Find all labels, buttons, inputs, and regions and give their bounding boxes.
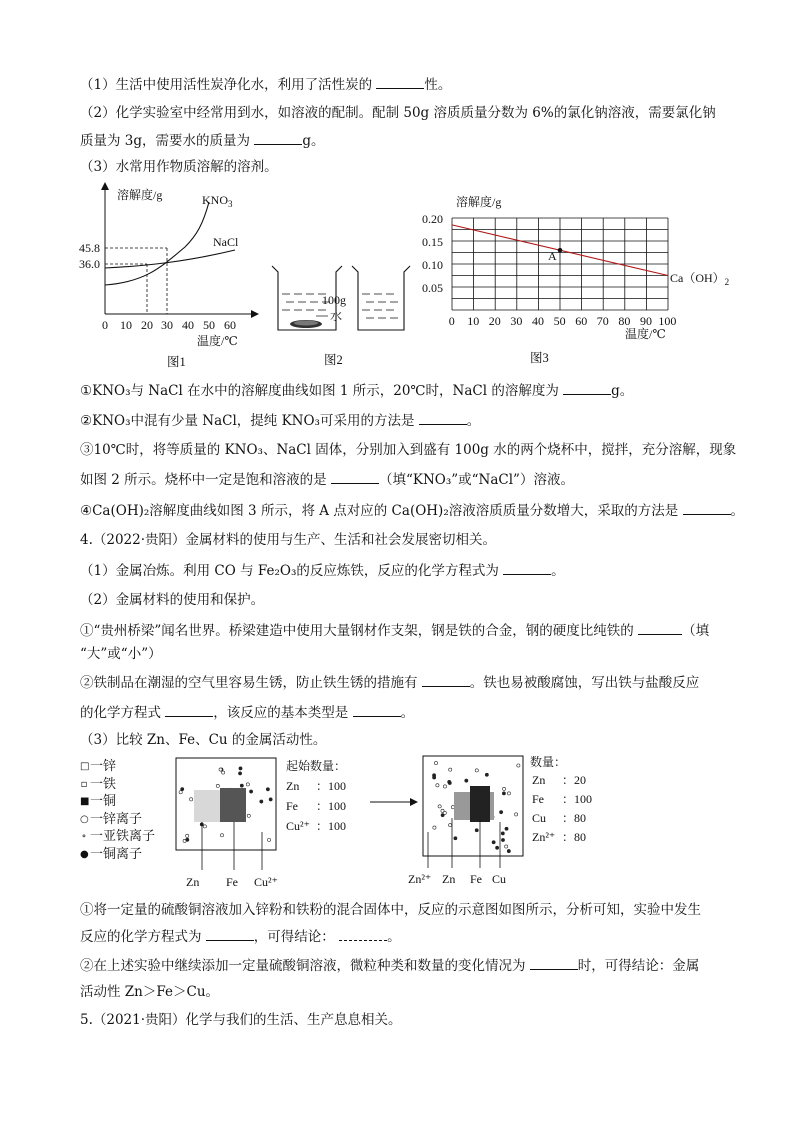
iron-block xyxy=(220,788,246,822)
particle-dot xyxy=(507,792,510,795)
q-solvent xyxy=(80,157,278,177)
particle-dot xyxy=(475,829,478,832)
x-ticks xyxy=(449,314,677,328)
s4-q2-2 xyxy=(80,672,699,693)
s4-q2-1-cont xyxy=(80,644,162,664)
s4-q2 xyxy=(80,590,264,610)
start-zn: Zn xyxy=(286,779,300,793)
particle-dot xyxy=(500,811,503,814)
xtick: 70 xyxy=(596,314,609,328)
end-zn-ion: Zn²⁺ xyxy=(532,830,556,844)
xtick: 50 xyxy=(203,318,215,332)
s4-q1 xyxy=(80,560,565,581)
particle-dot xyxy=(181,788,184,791)
label-fe: Fe xyxy=(226,875,238,889)
q3 xyxy=(80,440,736,460)
particle-dot xyxy=(266,788,269,791)
end-cu: Cu xyxy=(532,811,547,825)
end-cu-val: ：80 xyxy=(562,811,587,825)
ytick: 36.0 xyxy=(79,257,100,271)
xtick: 0 xyxy=(448,314,455,328)
particle-dot xyxy=(501,832,504,835)
particle-dot xyxy=(436,784,439,787)
end-fe: Fe xyxy=(532,792,544,806)
text: （填 xyxy=(682,623,710,639)
answer-blank[interactable] xyxy=(638,620,682,635)
start-cu-val: ：100 xyxy=(316,819,347,833)
nacl-label: NaCl xyxy=(213,235,239,249)
text: （2）金属材料的使用和保护。 xyxy=(80,592,265,608)
particle-dot xyxy=(501,838,504,841)
r3 xyxy=(80,955,699,976)
text: 反应的化学方程式为 xyxy=(80,929,202,945)
answer-blank[interactable] xyxy=(339,926,387,941)
particle-dot xyxy=(269,798,272,801)
text: g。 xyxy=(611,383,634,399)
particle-dot xyxy=(220,834,223,837)
series-label: $Ca(OH)_2$ xyxy=(670,271,730,287)
zinc-block xyxy=(194,790,220,822)
text: 。 xyxy=(466,413,481,429)
r2 xyxy=(80,926,401,947)
answer-blank[interactable] xyxy=(530,955,578,970)
particle-dot xyxy=(246,783,249,786)
copper-block xyxy=(470,786,490,822)
q1 xyxy=(80,380,633,401)
answer-blank[interactable] xyxy=(254,130,302,145)
text: 质量为 3g，需要水的质量为 xyxy=(80,133,251,149)
particle-dot xyxy=(222,771,225,774)
particle-dot xyxy=(454,837,457,840)
particle-dot xyxy=(448,781,451,784)
q4 xyxy=(80,500,744,521)
particle-dot xyxy=(239,767,242,770)
particle-dot xyxy=(179,791,182,794)
particle-dot xyxy=(505,845,508,848)
text: ②在上述实验中继续添加一定量硫酸铜溶液，微粒种类和数量的变化情况为 xyxy=(80,958,526,974)
y-axis-label: 溶解度/g xyxy=(117,188,163,202)
ytick: 45.8 xyxy=(79,241,100,255)
answer-blank[interactable] xyxy=(422,672,470,687)
iron-icon: ▫ xyxy=(80,778,88,790)
xtick: 30 xyxy=(161,318,173,332)
xtick: 40 xyxy=(532,314,544,328)
xtick: 90 xyxy=(640,314,652,328)
particle-dot xyxy=(433,776,436,779)
start-title: 起始数量： xyxy=(286,759,347,773)
particle-dot xyxy=(515,813,518,816)
q-solution-prep xyxy=(80,103,716,123)
particle-dot xyxy=(496,846,499,849)
legend-item: ● 一铜离子 xyxy=(80,846,143,862)
figure-1-solubility-chart xyxy=(79,182,260,372)
end-fe-val: ：100 xyxy=(562,792,593,806)
s4-q2-1 xyxy=(80,620,709,641)
xtick: 20 xyxy=(488,314,501,328)
text: ④Ca(OH)₂溶解度曲线如图 3 所示，将 A 点对应的 Ca(OH)₂溶液溶质质量分数增大，采取的方法是 xyxy=(80,503,679,519)
figure-3-caoh2-chart xyxy=(420,192,750,372)
point-a-label: A xyxy=(548,249,557,264)
text: （1）生活中使用活性炭净化水，利用了活性炭的 xyxy=(80,77,373,93)
text: 4.（2022·贵阳）金属材料的使用与生产、生活和社会发展密切相关。 xyxy=(80,532,497,548)
text: （3）水常用作物质溶解的溶剂。 xyxy=(80,159,278,175)
xtick: 10 xyxy=(120,318,132,332)
text: 。 xyxy=(400,705,415,721)
label-water: 水 xyxy=(330,309,343,323)
r1 xyxy=(80,900,701,920)
particle-dot xyxy=(433,826,436,829)
x-axis-label: 温度/℃ xyxy=(625,327,666,341)
particle-dot xyxy=(449,824,452,827)
label-zn: Zn xyxy=(186,875,200,889)
particle-dot xyxy=(485,773,488,776)
text: g。 xyxy=(302,133,325,149)
reaction-diagram xyxy=(170,752,620,892)
particle-dot xyxy=(238,772,241,775)
start-cu: Cu²⁺ xyxy=(286,819,310,833)
text: ②铁制品在潮湿的空气里容易生锈，防止铁生锈的措施有 xyxy=(80,675,418,691)
q3-cont xyxy=(80,469,574,490)
start-zn-val: ：100 xyxy=(316,779,347,793)
s4-q3 xyxy=(80,730,326,750)
label-zn: Zn xyxy=(442,872,456,886)
xtick: 40 xyxy=(182,318,194,332)
r4 xyxy=(80,982,219,1002)
y-axis-label: 溶解度/g xyxy=(456,195,502,209)
particle-dot xyxy=(190,798,193,801)
xtick: 0 xyxy=(102,318,108,332)
answer-blank[interactable] xyxy=(353,702,401,717)
answer-blank[interactable] xyxy=(206,926,254,941)
label-100g: 100g xyxy=(322,293,346,307)
zinc-icon: □ xyxy=(80,761,90,772)
particle-dot xyxy=(434,761,437,764)
q2 xyxy=(80,410,480,431)
arrow-head-icon xyxy=(410,798,418,806)
figure-2-beakers xyxy=(268,262,418,374)
text: 的化学方程式 xyxy=(80,705,161,721)
legend-item: ■ 一铜 xyxy=(80,794,117,809)
label-zn-ion: Zn²⁺ xyxy=(408,872,432,886)
figure-caption: 图1 xyxy=(167,355,186,369)
label-cu: Cu xyxy=(492,872,507,886)
particle-dot xyxy=(438,805,441,808)
text: 。铁也易被酸腐蚀，写出铁与盐酸反应 xyxy=(469,675,700,691)
particle-dot xyxy=(443,811,446,814)
q-solution-prep-2 xyxy=(80,130,324,151)
text: ①将一定量的硫酸铜溶液加入锌粉和铁粉的混合固体中，反应的示意图如图所示，分析可知，实验中发生 xyxy=(80,902,701,918)
text: 。 xyxy=(387,929,401,945)
figure-caption: 图3 xyxy=(530,351,549,365)
ytick: 0.10 xyxy=(422,258,443,272)
particle-dot xyxy=(267,838,270,841)
text: （3）比较 Zn、Fe、Cu 的金属活动性。 xyxy=(80,732,327,748)
legend-item: ○ 一锌离子 xyxy=(80,811,143,827)
end-title: 数量： xyxy=(530,755,567,769)
text: “大”或“小”） xyxy=(80,646,162,662)
answer-blank[interactable] xyxy=(331,469,379,484)
particle-dot xyxy=(186,838,189,841)
particle-dot xyxy=(216,784,219,787)
text: ①KNO₃与 NaCl 在水中的溶解度曲线如图 1 所示，20℃时，NaCl 的溶解度为 xyxy=(80,383,559,399)
text: 活动性 Zn＞Fe＞Cu。 xyxy=(80,984,220,1000)
particle-dot xyxy=(517,764,520,767)
end-zn-ion-val: ：80 xyxy=(562,830,587,844)
ferrous-ion-icon: ∘ xyxy=(81,831,87,842)
particle-dot xyxy=(507,849,510,852)
particle-dot xyxy=(443,785,446,788)
particle-dot xyxy=(250,790,253,793)
fig1-xticks xyxy=(102,318,236,332)
particle-dot xyxy=(465,779,468,782)
answer-blank[interactable] xyxy=(503,560,551,575)
particle-dot xyxy=(475,769,478,772)
label-cu-ion: Cu²⁺ xyxy=(254,875,278,889)
figure-caption: 图2 xyxy=(324,353,343,367)
xtick: 80 xyxy=(618,314,631,328)
xtick: 100 xyxy=(658,314,677,328)
particle-dot xyxy=(219,768,222,771)
xtick: 60 xyxy=(575,314,588,328)
text: （2）化学实验室中经常用到水，如溶液的配制。配制 50g 溶质质量分数为 6%的氯化钠溶液，需要氯化钠 xyxy=(80,105,716,121)
legend-item: □ 一锌 xyxy=(80,759,117,774)
xtick: 60 xyxy=(224,318,236,332)
particle-dot xyxy=(502,792,505,795)
beaker-right xyxy=(352,266,410,330)
end-zn-val: ：20 xyxy=(562,773,587,787)
answer-blank[interactable] xyxy=(376,74,424,89)
ytick: 0.05 xyxy=(422,281,443,295)
text: ①“贵州桥梁”闻名世界。桥梁建造中使用大量钢材作支架，钢是铁的合金，钢的硬度比纯铁的 xyxy=(80,623,634,639)
copper-icon: ■ xyxy=(80,796,90,807)
text: 时，可得结论：金属 xyxy=(577,958,700,974)
answer-blank[interactable] xyxy=(683,500,731,515)
end-zn: Zn xyxy=(532,773,546,787)
xtick: 20 xyxy=(141,318,153,332)
particle-dot xyxy=(260,800,263,803)
xtick: 30 xyxy=(510,314,523,328)
answer-blank[interactable] xyxy=(419,410,467,425)
text: ，可得结论： xyxy=(253,929,335,945)
copper-ion-icon: ● xyxy=(80,848,89,860)
kno3-curve xyxy=(105,202,209,285)
particle-legend xyxy=(80,758,155,863)
start-fe-val: ：100 xyxy=(316,799,347,813)
text: 。 xyxy=(551,563,565,579)
section-4-title xyxy=(80,530,496,550)
answer-blank[interactable] xyxy=(563,380,611,395)
xtick: 50 xyxy=(553,314,566,328)
ytick: 0.15 xyxy=(422,235,443,249)
particle-dot xyxy=(240,784,243,787)
text: ③10℃时，将等质量的 KNO₃、NaCl 固体，分别加入到盛有 100g 水的两个烧杯中，搅拌，充分溶解，现象 xyxy=(80,442,737,458)
particle-dot xyxy=(203,825,206,828)
s4-q2-2-cont xyxy=(80,702,414,723)
section-5-title xyxy=(80,1010,402,1030)
text: 5.（2021·贵阳）化学与我们的生活、生产息息相关。 xyxy=(80,1012,402,1028)
particle-dot xyxy=(449,768,452,771)
y-ticks xyxy=(422,212,443,295)
kno3-label: $KNO_3$ xyxy=(202,193,233,209)
ytick: 0.20 xyxy=(422,212,443,226)
text: （1）金属冶炼。利用 CO 与 Fe₂O₃的反应炼铁，反应的化学方程式为 xyxy=(80,563,499,579)
text: ，该反应的基本类型是 xyxy=(213,705,349,721)
text: 。 xyxy=(730,503,745,519)
grid xyxy=(452,218,668,310)
legend-item: ▫ 一铁 xyxy=(80,776,117,792)
start-fe: Fe xyxy=(286,799,298,813)
xtick: 10 xyxy=(467,314,480,328)
x-axis-label: 温度/℃ xyxy=(197,334,238,348)
point-a xyxy=(558,248,563,253)
text: 如图 2 所示。烧杯中一定是饱和溶液的是 xyxy=(80,472,327,488)
label-fe: Fe xyxy=(470,872,482,886)
particle-dot xyxy=(492,841,495,844)
legend-item: ∘ 一亚铁离子 xyxy=(81,829,156,844)
answer-blank[interactable] xyxy=(165,702,213,717)
particle-dot xyxy=(186,834,189,837)
particle-dot xyxy=(247,814,250,817)
zinc-ion-icon: ○ xyxy=(80,813,89,825)
text: ②KNO₃中混有少量 NaCl，提纯 KNO₃可采用的方法是 xyxy=(80,413,415,429)
text: （填“KNO₃”或“NaCl”）溶液。 xyxy=(378,472,574,488)
particle-dot xyxy=(502,787,505,790)
text: 性。 xyxy=(424,77,452,93)
q-activated-carbon xyxy=(80,74,451,95)
particle-dot xyxy=(505,827,508,830)
